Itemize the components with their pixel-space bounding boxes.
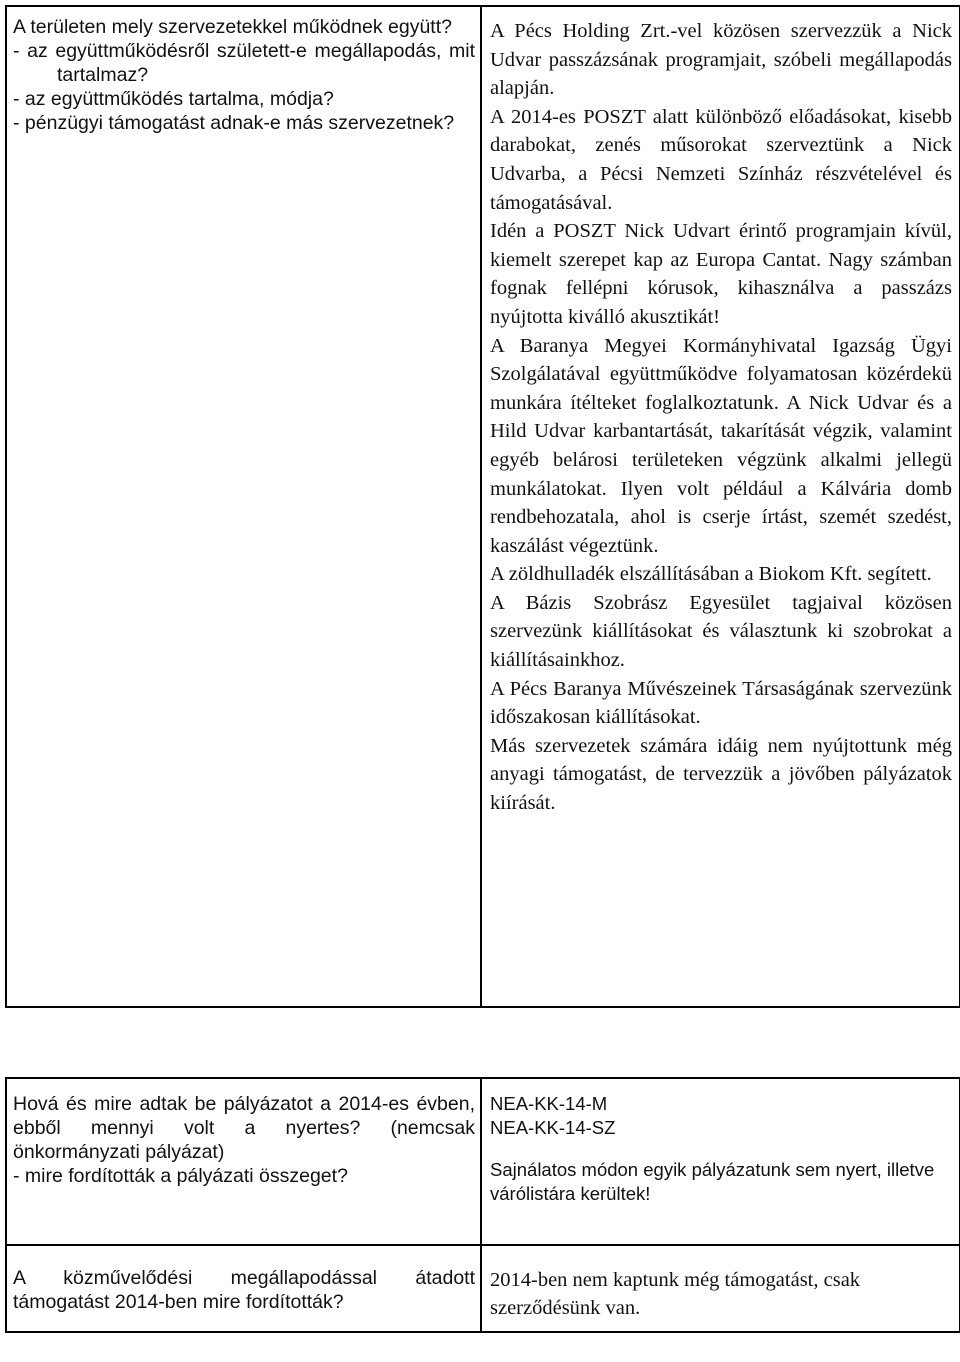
question-item: - az együttműködés tartalma, módja? — [13, 88, 334, 110]
grant-answer-cell — [490, 1092, 952, 1206]
answer-paragraph: Más szervezetek számára idáig nem nyújtottunk még anyagi támogatást, de tervezzük a jövőben pályázatok kiírását. — [490, 734, 952, 815]
answer-paragraph: A Pécs Holding Zrt.-vel közösen szervezzük a Nick Udvar passzázsának programjait, szóbeli megállapodás alapján. — [490, 20, 952, 100]
grant-question: Hová és mire adtak be pályázatot a 2014-es évben, ebből mennyi volt a nyertes? (nemcsak önkormányzati pályázat) — [13, 1093, 475, 1163]
column-divider — [480, 7, 482, 1007]
grant-code: NEA-KK-14-M — [490, 1093, 608, 1114]
support-answer: 2014-ben nem kaptunk még támogatást, csak szerződésünk van. — [490, 1269, 861, 1319]
answer-paragraph: A Baranya Megyei Kormányhivatal Igazság Ügyi Szolgálatával együttműködve folyamatosan közérdekü munkára ítélteket foglalkoztatunk. A Nick Udvar és a Hild Udvar karbantartását, takarítását végzik, valamint egyéb belárosi területeken végzünk alkalmi jellegü munkálatokat. Ilyen volt például a Kálvária domb rendbehozatala, ahol is cserje írtást, szemét szedést, kaszálást végeztünk. — [490, 334, 952, 557]
cooperation-table — [5, 5, 960, 1008]
grant-result: Sajnálatos módon egyik pályázatunk sem nyert, illetve várólistára kerültek! — [490, 1159, 935, 1204]
grant-question-cell — [13, 1092, 475, 1188]
grants-table — [5, 1077, 960, 1333]
answer-paragraph: A zöldhulladék elszállításában a Biokom Kft. segített. — [490, 563, 932, 586]
support-answer-cell — [490, 1266, 952, 1322]
cooperation-answer-cell — [490, 17, 952, 818]
grant-question-sub: - mire fordították a pályázati összeget? — [13, 1165, 348, 1187]
grant-code: NEA-KK-14-SZ — [490, 1117, 616, 1138]
answer-paragraph: A Pécs Baranya Művészeinek Társaságának szervezünk időszakosan kiállításokat. — [490, 677, 952, 729]
cooperation-question-cell — [13, 15, 475, 135]
question-item: - pénzügyi támogatást adnak-e más szervezetnek? — [13, 112, 455, 134]
answer-paragraph: Idén a POSZT Nick Udvart érintő programjain kívül, kiemelt szerepet kap az Europa Cantat. Nagy számban fognak fellépni kórusok, kihasználva a passzázs nyújtotta kiválló akusztikát! — [490, 220, 952, 328]
question-item: - az együttműködésről született-e megállapodás, mit tartalmaz? — [13, 40, 475, 86]
support-question-cell — [13, 1266, 475, 1314]
question-heading: A területen mely szervezetekkel működnek együtt? — [13, 16, 452, 38]
column-divider — [480, 1079, 482, 1332]
answer-paragraph: A 2014-es POSZT alatt különböző előadásokat, kisebb darabokat, zenés műsorokat szerveztünk a Nick Udvarba, a Pécsi Nemzeti Színház részvételével és támogatásával. — [490, 105, 952, 214]
row-divider — [7, 1244, 960, 1246]
answer-paragraph: A Bázis Szobrász Egyesület tagjaival közösen szervezünk kiállításokat és választunk ki szobrokat a kiállításainkhoz. — [490, 591, 952, 672]
support-question: A közművelődési megállapodással átadott támogatást 2014-ben mire fordították? — [13, 1267, 475, 1313]
